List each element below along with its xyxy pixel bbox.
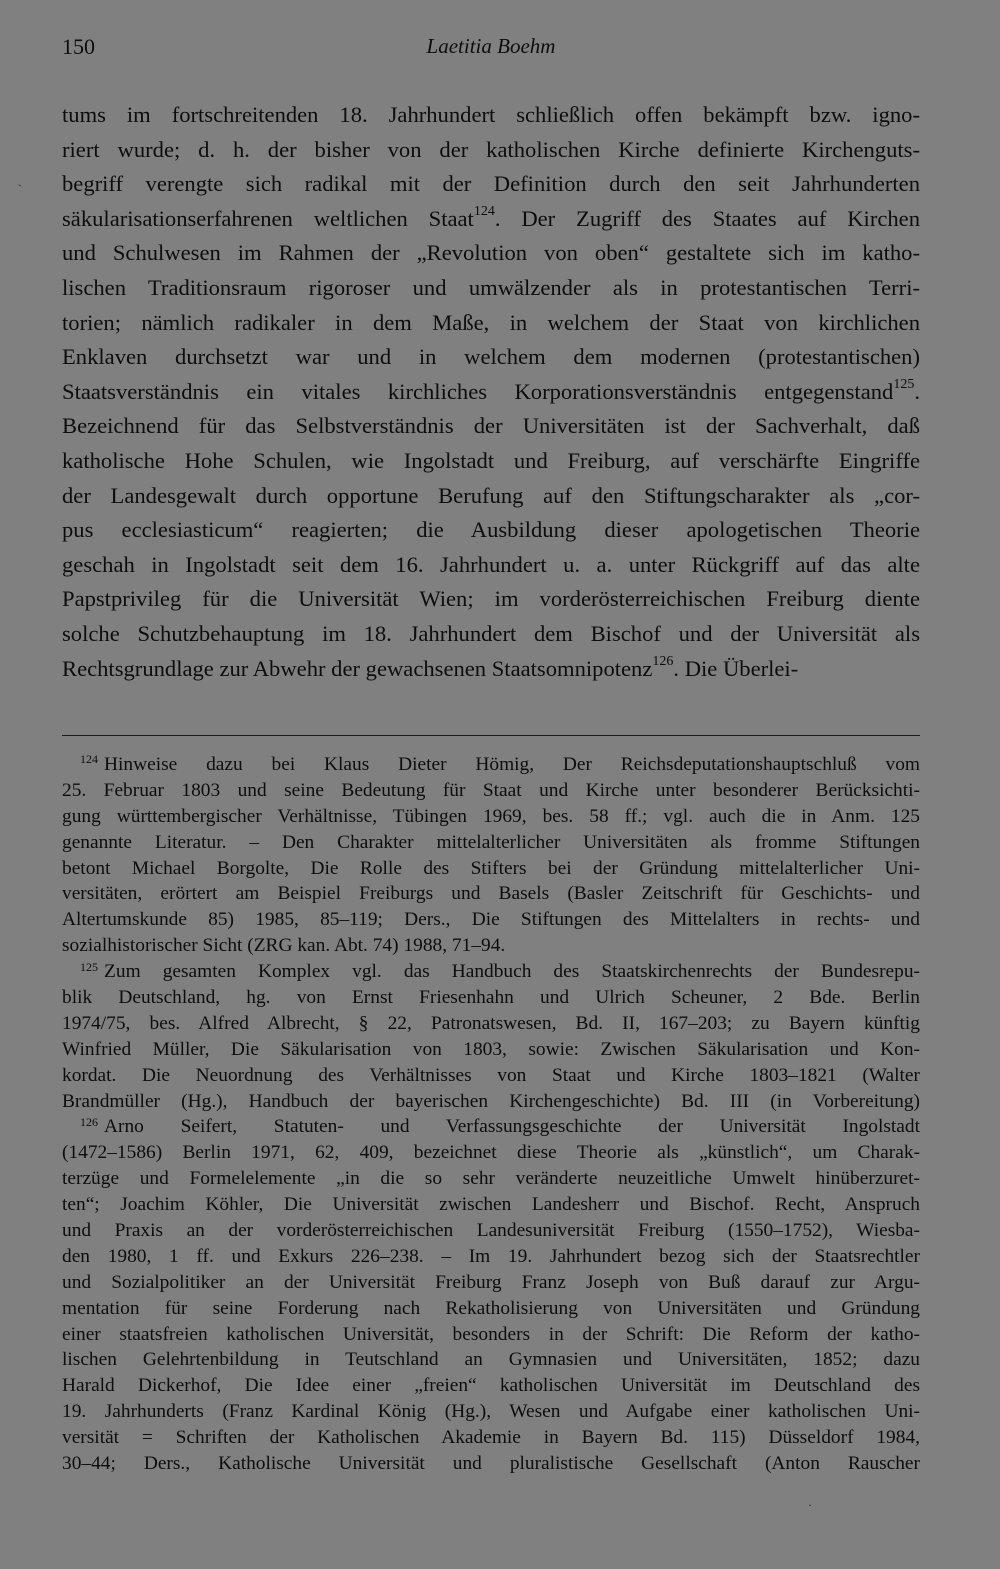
body-line-text: tums im fortschreitenden 18. Jahrhundert schließlich offen bekämpft bzw. igno-: [62, 102, 920, 127]
body-line-text: katholische Hohe Schulen, wie Ingolstadt und Freiburg, auf verschärfte Eingriffe: [62, 447, 920, 473]
footnote-line-text: genannte Literatur. – Den Charakter mittelalterlicher Universitäten als fromme Stiftungen: [62, 831, 920, 853]
body-line: [62, 236, 920, 271]
body-line-text-after: . Die Überlei-: [673, 655, 799, 681]
footnote-line: [62, 1063, 920, 1089]
footnote-line-text: (1472–1586) Berlin 1971, 62, 409, bezeichnet diese Theorie als „künstlich“, um Charak-: [62, 1142, 920, 1164]
footnote-line-text: sozialhistorischer Sicht (ZRG kan. Abt. 74) 1988, 71–94.: [62, 935, 506, 957]
footnote-number: 126: [80, 1114, 99, 1129]
footnote-line-text: Harald Dickerhof, Die Idee einer „freien“ katholischen Universität im Deutschland des: [62, 1375, 920, 1397]
body-line-text: lischen Traditionsraum rigoroser und umwälzender als in protestantischen Terri-: [62, 274, 920, 300]
footnote-line-text: 30–44; Ders., Katholische Universität und pluralistische Gesellschaft (Anton Rauscher: [62, 1453, 920, 1475]
footnote-line: [62, 1114, 920, 1140]
body-line: [62, 271, 920, 306]
footnote-line-text: Brandmüller (Hg.), Handbuch der bayerischen Kirchengeschichte) Bd. III (in Vorbereitung): [62, 1090, 920, 1112]
body-line-text-after: .: [914, 378, 920, 404]
footnote-line-text: 25. Februar 1803 und seine Bedeutung für Staat und Kirche unter besonderer Berücksichti-: [62, 779, 920, 801]
body-line: [62, 479, 920, 514]
body-line: [62, 167, 920, 202]
main-text: [62, 98, 920, 686]
footnote-line: [62, 907, 920, 933]
footnote-line-text: ten“; Joachim Köhler, Die Universität zwischen Landesherr und Bischof. Recht, Anspruch: [62, 1194, 920, 1216]
footnote-line: [62, 804, 920, 830]
body-line-text: und Schulwesen im Rahmen der „Revolution von oben“ gestaltete sich im katho-: [62, 240, 920, 266]
footnote-line: [62, 830, 920, 856]
body-line-text: solche Schutzbehauptung im 18. Jahrhundert dem Bischof und der Universität als: [62, 620, 920, 646]
footnote-line-text: betont Michael Borgolte, Die Rolle des Stifters bei der Gründung mittelalterlicher Uni-: [62, 857, 920, 879]
body-line-text: Staatsverständnis ein vitales kirchliches Korporationsverständnis entgegenstand: [62, 378, 894, 404]
footnote-line-text: versität = Schriften der Katholischen Akademie in Bayern Bd. 115) Düsseldorf 1984,: [62, 1427, 920, 1449]
body-line: [62, 98, 920, 133]
body-line-text: säkularisationserfahrenen weltlichen Staat: [62, 205, 474, 231]
footnote-line: [62, 881, 920, 907]
footnote-line: [62, 985, 920, 1011]
footnote-line: [62, 1140, 920, 1166]
body-line: [62, 513, 920, 548]
body-line-text: begriff verengte sich radikal mit der Definition durch den seit Jahrhunderten: [62, 171, 920, 197]
margin-mark: `: [18, 182, 22, 196]
body-line-text: der Landesgewalt durch opportune Berufung auf den Stiftungscharakter als „cor-: [62, 482, 920, 508]
page-number: 150: [62, 34, 95, 59]
footnotes: [62, 752, 920, 1477]
footnote-line: [62, 1244, 920, 1270]
footnote-line-text: blik Deutschland, hg. von Ernst Friesenhahn und Ulrich Scheuner, 2 Bde. Berlin: [62, 987, 920, 1009]
footnote-line-text: Winfried Müller, Die Säkularisation von 1803, sowie: Zwischen Säkularisation und Kon-: [62, 1038, 920, 1060]
footnote-line-text: Arno Seifert, Statuten- und Verfassungsgeschichte der Universität Ingolstadt: [104, 1116, 920, 1138]
footnote-line: [62, 1218, 920, 1244]
margin-dot: ·: [808, 1498, 812, 1512]
footnote-line-text: Hinweise dazu bei Klaus Dieter Hömig, Der Reichsdeputationshauptschluß vom: [104, 754, 920, 775]
body-line-text: pus ecclesiasticum“ reagierten; die Ausbildung dieser apologetischen Theorie: [62, 517, 920, 543]
body-line: [62, 582, 920, 617]
footnote-line: [62, 1347, 920, 1373]
page-header: [62, 34, 920, 66]
footnote-line: [62, 959, 920, 985]
body-line-text: Rechtsgrundlage zur Abwehr der gewachsenen Staatsomnipotenz: [62, 655, 653, 681]
body-line: [62, 202, 920, 237]
body-line-text: torien; nämlich radikaler in dem Maße, in welchem der Staat von kirchlichen: [62, 309, 920, 335]
footnote-line-text: den 1980, 1 ff. und Exkurs 226–238. – Im 19. Jahrhundert bezog sich der Staatsrechtler: [62, 1245, 920, 1267]
footnote-line-text: einer staatsfreien katholischen Universität, besonders in der Schrift: Die Reform der katho-: [62, 1323, 920, 1345]
footnote-line-text: kordat. Die Neuordnung des Verhältnisses von Staat und Kirche 1803–1821 (Walter: [62, 1064, 920, 1086]
footnote-line: [62, 933, 920, 959]
footnote-line: [62, 1037, 920, 1063]
footnote-line: [62, 1451, 920, 1477]
body-line: [62, 617, 920, 652]
footnote-line-text: mentation für seine Forderung nach Rekatholisierung von Universitäten und Gründung: [62, 1297, 920, 1319]
body-line: [62, 340, 920, 375]
body-line-text: riert wurde; d. h. der bisher von der katholischen Kirche definierte Kirchenguts-: [62, 136, 920, 162]
footnote-line-text: gung württembergischer Verhältnisse, Tübingen 1969, bes. 58 ff.; vgl. auch die in Anm. 125: [62, 805, 920, 827]
footnote-line: [62, 1373, 920, 1399]
footnote-reference[interactable]: 124: [473, 204, 495, 220]
footnote-number: 125: [80, 959, 99, 974]
body-line-text-after: . Der Zugriff des Staates auf Kirchen: [494, 205, 921, 231]
footnote-line-text: lischen Gelehrtenbildung in Teutschland an Gymnasien und Universitäten, 1852; dazu: [62, 1349, 920, 1371]
footnote-line: [62, 1192, 920, 1218]
body-line: [62, 306, 920, 341]
body-line-text: Bezeichnend für das Selbstverständnis der Universitäten ist der Sachverhalt, daß: [62, 413, 920, 439]
footnote-line: [62, 1322, 920, 1348]
footnote-reference[interactable]: 126: [652, 653, 674, 669]
footnote-line-text: 1974/75, bes. Alfred Albrecht, § 22, Patronatswesen, Bd. II, 167–203; zu Bayern künftig: [62, 1012, 920, 1034]
footnote-line: [62, 1296, 920, 1322]
body-line: [62, 375, 920, 410]
body-line: [62, 444, 920, 479]
footnote-number: 124: [80, 752, 99, 767]
footnote-line: [62, 1011, 920, 1037]
footnote-line-text: 19. Jahrhunderts (Franz Kardinal König (Hg.), Wesen und Aufgabe einer katholischen Uni-: [62, 1401, 920, 1423]
footnote-line: [62, 856, 920, 882]
footnote-line: [62, 1166, 920, 1192]
body-line: [62, 548, 920, 583]
footnote-line-text: und Praxis an der vorderösterreichischen Landesuniversität Freiburg (1550–1752), Wiesba-: [62, 1220, 920, 1242]
body-line-text: Papstprivileg für die Universität Wien; im vorderösterreichischen Freiburg diente: [62, 586, 920, 612]
running-head: Laetitia Boehm: [426, 34, 556, 58]
footnote-line: [62, 778, 920, 804]
footnote-line: [62, 1425, 920, 1451]
footnote-line-text: versitäten, erörtert am Beispiel Freiburgs und Basels (Basler Zeitschrift für Geschichts- und: [62, 883, 920, 905]
footnote-reference[interactable]: 125: [893, 377, 915, 393]
footnote-line: [62, 752, 920, 778]
footnote-line-text: Altertumskunde 85) 1985, 85–119; Ders., Die Stiftungen des Mittelalters in rechts- und: [62, 909, 920, 931]
footnote-separator-rule: [62, 735, 920, 736]
body-line: [62, 133, 920, 168]
footnote-line-text: und Sozialpolitiker an der Universität Freiburg Franz Joseph von Buß darauf zur Argu-: [62, 1271, 920, 1293]
footnote-line: [62, 1089, 920, 1115]
footnote-line: [62, 1270, 920, 1296]
footnote-line-text: terzüge und Formelelemente „in die so sehr veränderte neuzeitliche Umwelt hinüberzuret-: [62, 1168, 920, 1190]
body-line-text: Enklaven durchsetzt war und in welchem dem modernen (protestantischen): [62, 344, 920, 370]
body-line: [62, 652, 920, 687]
body-line: [62, 409, 920, 444]
body-line-text: geschah in Ingolstadt seit dem 16. Jahrhundert u. a. unter Rückgriff auf das alte: [62, 551, 920, 577]
footnote-line: [62, 1399, 920, 1425]
footnote-line-text: Zum gesamten Komplex vgl. das Handbuch des Staatskirchenrechts der Bundesrepu-: [104, 961, 920, 983]
